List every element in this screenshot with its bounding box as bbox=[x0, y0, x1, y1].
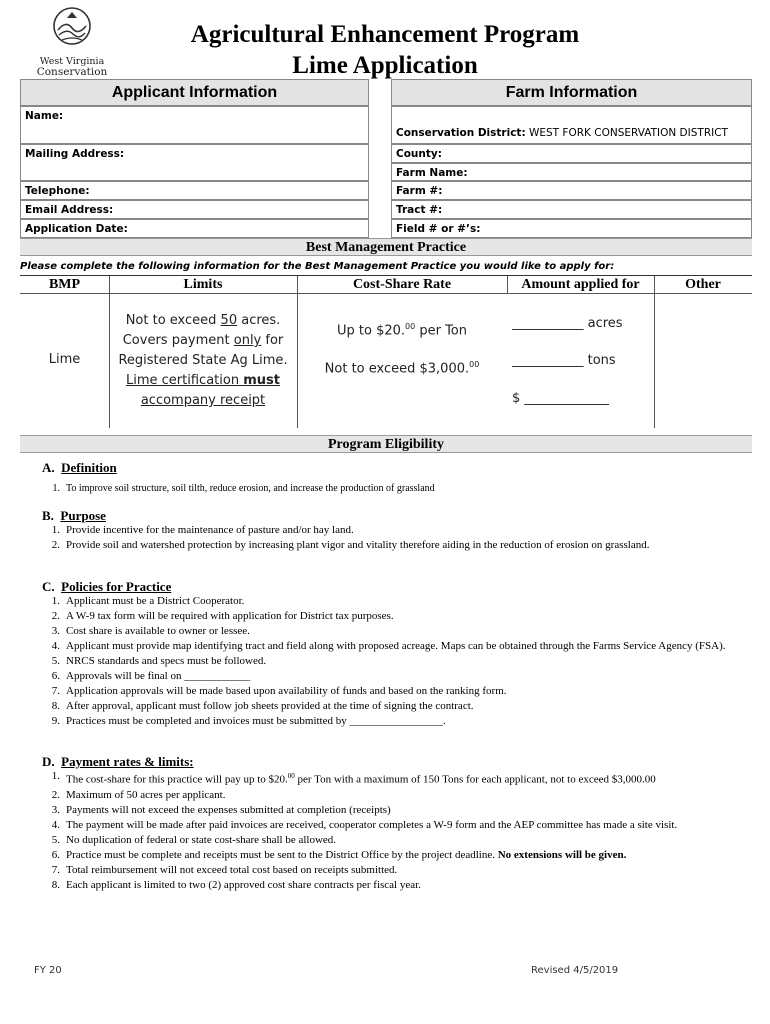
list-item: 2. Provide soil and watershed protection by increasing plant vigor and vitality therefore aiding in the reduction of erosion on grassland. bbox=[51, 539, 650, 551]
list-item: 9. Practices must be completed and invoices must be submitted by _________________. bbox=[51, 715, 446, 727]
amount-acres-field[interactable]: ___________ acres bbox=[512, 316, 623, 331]
list-item: 1. The cost-share for this practice will pay up to $20.00 per Ton with a maximum of 150 Tons for each applicant, not to exceed $3,000.00 bbox=[51, 770, 656, 786]
field-number-label: Field # or #’s: bbox=[396, 223, 481, 235]
list-item: 3. Payments will not exceed the expenses submitted at completion (receipts) bbox=[51, 803, 391, 816]
list-item: 1. Applicant must be a District Cooperator. bbox=[51, 595, 245, 607]
section-d-heading: D. Payment rates & limits: bbox=[42, 754, 194, 769]
page-title: Agricultural Enhancement Program bbox=[190, 21, 580, 48]
conservation-district-label: Conservation District: bbox=[396, 127, 526, 139]
list-item: 2. Maximum of 50 acres per applicant. bbox=[51, 788, 226, 801]
definition-list bbox=[42, 481, 762, 496]
list-item: 5. No duplication of federal or state cost-share shall be allowed. bbox=[51, 833, 337, 846]
conservation-district-value: WEST FORK CONSERVATION DISTRICT bbox=[528, 127, 728, 139]
cost-share-rate-line1: Up to $20.00 per Ton bbox=[336, 322, 467, 339]
footer-fiscal-year: FY 20 bbox=[34, 965, 62, 976]
list-item: 8. Each applicant is limited to two (2) approved cost share contracts per fiscal year. bbox=[51, 878, 421, 891]
column-header-other: Other bbox=[685, 277, 721, 292]
agency-name-line1: West Virginia bbox=[39, 56, 105, 67]
farm-info-header: Farm Information bbox=[391, 79, 752, 106]
section-c-heading: C. Policies for Practice bbox=[42, 579, 172, 594]
name-label: Name: bbox=[25, 110, 64, 122]
program-eligibility-header: Program Eligibility bbox=[20, 435, 752, 453]
list-item: 6. Practice must be complete and receipts must be sent to the District Office by the project deadline. No extensions will be given. bbox=[51, 848, 627, 861]
farm-number-label: Farm #: bbox=[396, 185, 443, 197]
list-item: 4. Applicant must provide map identifying tract and field along with proposed acreage. Maps can be obtained through the Farms Service Agency (FSA). bbox=[51, 640, 726, 652]
application-date-field[interactable] bbox=[20, 219, 369, 238]
county-label: County: bbox=[396, 148, 442, 160]
section-a-heading: A. Definition bbox=[42, 460, 117, 475]
column-header-bmp: BMP bbox=[48, 277, 81, 292]
section-b-heading: B. Purpose bbox=[42, 508, 106, 523]
amount-tons-field[interactable]: ___________ tons bbox=[512, 353, 616, 368]
list-item: 2. A W-9 tax form will be required with application for District tax purposes. bbox=[51, 610, 394, 622]
bmp-section-header: Best Management Practice bbox=[20, 238, 752, 256]
tract-number-field[interactable] bbox=[391, 200, 752, 219]
list-item: 6. Approvals will be final on ____________ bbox=[51, 670, 251, 682]
tract-number-label: Tract #: bbox=[396, 204, 443, 216]
telephone-field[interactable] bbox=[20, 181, 369, 200]
telephone-label: Telephone: bbox=[25, 185, 90, 197]
list-item: 7. Total reimbursement will not exceed total cost based on receipts submitted. bbox=[51, 863, 398, 876]
email-field[interactable] bbox=[20, 200, 369, 219]
payment-rates-list bbox=[42, 769, 750, 893]
bmp-table bbox=[20, 275, 752, 427]
cost-share-rate-line2: Not to exceed $3,000.00 bbox=[324, 360, 480, 377]
conservation-district-field[interactable] bbox=[391, 106, 752, 144]
column-header-limits: Limits bbox=[183, 277, 223, 292]
farm-name-label: Farm Name: bbox=[396, 167, 468, 179]
limits-cell: Not to exceed 50 acres. Covers payment only for Registered State Ag Lime. Lime certification must accompany receipt bbox=[118, 313, 288, 408]
amount-dollars-field[interactable]: $ _____________ bbox=[512, 391, 609, 406]
column-header-cost-share-rate: Cost-Share Rate bbox=[352, 277, 452, 292]
purpose-list bbox=[42, 523, 750, 553]
application-date-label: Application Date: bbox=[25, 223, 128, 235]
list-item: 3. Cost share is available to owner or lessee. bbox=[51, 625, 250, 637]
list-item: 7. Application approvals will be made based upon availability of funds and based on the ranking form. bbox=[51, 685, 507, 697]
column-header-amount-applied: Amount applied for bbox=[521, 277, 640, 292]
policies-list bbox=[42, 594, 750, 729]
list-item: 1. Provide incentive for the maintenance of pasture and/or hay land. bbox=[51, 524, 354, 536]
email-label: Email Address: bbox=[25, 204, 114, 216]
list-item: 4. The payment will be made after paid invoices are received, cooperator completes a W-9 form and the AEP committee has made a site visit. bbox=[51, 818, 678, 831]
list-item: 1. To improve soil structure, soil tilth, reduce erosion, and increase the production of grassland bbox=[52, 483, 435, 494]
county-field[interactable] bbox=[391, 144, 752, 163]
applicant-info-header: Applicant Information bbox=[20, 79, 369, 106]
bmp-cell-lime: Lime bbox=[48, 352, 81, 367]
farm-name-field[interactable] bbox=[391, 163, 752, 181]
farm-number-field[interactable] bbox=[391, 181, 752, 200]
mailing-address-label: Mailing Address: bbox=[25, 148, 125, 160]
page-subtitle: Lime Application bbox=[292, 52, 478, 79]
footer-revised-date: Revised 4/5/2019 bbox=[531, 965, 619, 976]
mailing-address-field[interactable] bbox=[20, 144, 369, 181]
name-field[interactable] bbox=[20, 106, 369, 144]
field-number-field[interactable] bbox=[391, 219, 752, 238]
agency-name-line2: Conservation bbox=[36, 66, 108, 78]
bmp-instruction: Please complete the following information for the Best Management Practice you would like to apply for: bbox=[20, 261, 615, 272]
list-item: 5. NRCS standards and specs must be followed. bbox=[51, 655, 267, 667]
list-item: 8. After approval, applicant must follow job sheets provided at the time of signing the contract. bbox=[51, 700, 474, 712]
